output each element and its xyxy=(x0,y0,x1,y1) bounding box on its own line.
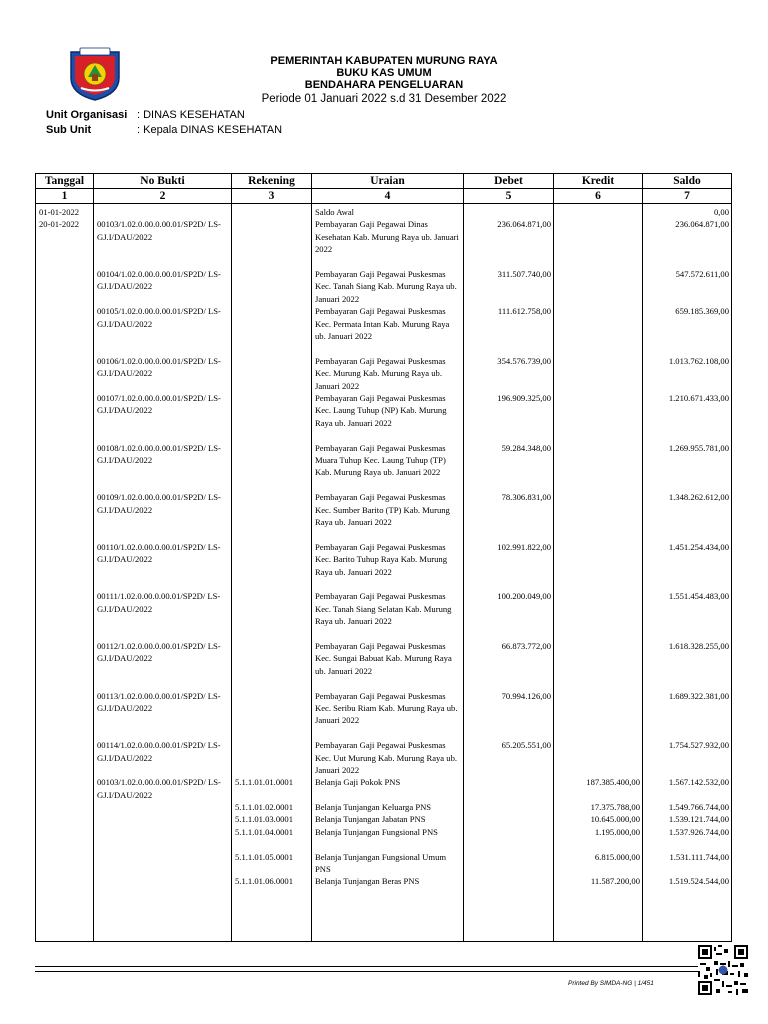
col-number: 1 xyxy=(36,189,94,204)
rekening-cell xyxy=(235,739,309,776)
no-bukti-cell xyxy=(97,826,229,851)
saldo-cell: 1.269.955.781,00 xyxy=(668,442,729,453)
tanggal-cell xyxy=(39,776,91,801)
col-header-rekening: Rekening xyxy=(232,174,312,189)
kredit-column xyxy=(554,204,643,942)
debet-cell: 111.612.758,00 xyxy=(497,306,551,317)
no-bukti-cell xyxy=(97,851,229,876)
tanggal-cell xyxy=(39,392,91,442)
tanggal-cell xyxy=(39,541,91,591)
uraian-cell: Pembayaran Gaji Pegawai Puskesmas Kec. Tanah Siang Kab. Murung Raya ub. Januari 2022 xyxy=(315,268,457,304)
no-bukti-cell xyxy=(97,206,229,218)
saldo-cell: 1.348.262.612,00 xyxy=(668,492,729,503)
debet-cell: 66.873.772,00 xyxy=(501,640,551,651)
col-header-no-bukti: No Bukti xyxy=(94,174,232,189)
col-number: 6 xyxy=(554,189,643,204)
uraian-cell: Pembayaran Gaji Pegawai Puskesmas Kec. Barito Tuhup Raya Kab. Murung Raya ub. Januari 2022 xyxy=(315,541,447,577)
no-bukti-cell: 00114/1.02.0.00.0.00.01/SP2D/ LS-GJ.I/DAU/2022 xyxy=(97,740,221,763)
header-line-3: BENDAHARA PENGELUARAN xyxy=(304,79,464,91)
header-line-1: PEMERINTAH KABUPATEN MURUNG RAYA xyxy=(270,55,498,67)
uraian-cell: Pembayaran Gaji Pegawai Puskesmas Kec. Sumber Barito (TP) Kab. Murung Raya ub. Januari 2022 xyxy=(315,492,450,527)
no-bukti-cell xyxy=(97,801,229,813)
saldo-cell: 1.451.254.434,00 xyxy=(668,541,729,552)
saldo-cell: 1.210.671.433,00 xyxy=(668,392,729,403)
rekening-cell xyxy=(235,392,309,442)
rekening-cell xyxy=(235,640,309,690)
saldo-cell: 1.689.322.381,00 xyxy=(668,690,729,701)
uraian-cell: Belanja Tunjangan Beras PNS xyxy=(315,876,420,887)
no-bukti-cell: 00113/1.02.0.00.0.00.01/SP2D/ LS-GJ.I/DAU/2022 xyxy=(97,690,221,713)
debet-cell xyxy=(467,826,551,851)
no-bukti-cell: 00106/1.02.0.00.0.00.01/SP2D/ LS-GJ.I/DAU/2022 xyxy=(97,355,221,379)
uraian-cell: Belanja Gaji Pokok PNS xyxy=(315,777,401,788)
debet-cell: 100.200.049,00 xyxy=(497,591,551,602)
uraian-cell: Pembayaran Gaji Pegawai Puskesmas Kec. Uut Murung Kab. Murung Raya ub. Januari 2022 xyxy=(315,740,458,775)
footer-divider xyxy=(35,971,731,972)
no-bukti-cell: 00112/1.02.0.00.0.00.01/SP2D/ LS-GJ.I/DAU/2022 xyxy=(97,640,221,664)
rekening-cell xyxy=(235,690,309,740)
tanggal-cell xyxy=(39,268,91,305)
unit-organisasi-value: : DINAS KESEHATAN xyxy=(137,109,245,121)
debet-cell: 196.909.325,00 xyxy=(497,392,551,403)
saldo-cell: 1.567.142.532,00 xyxy=(668,777,729,788)
column-number-row xyxy=(36,189,732,204)
unit-organisasi-label: Unit Organisasi xyxy=(46,109,128,121)
tanggal-cell: 01-01-2022 xyxy=(39,207,80,217)
printed-by-text: Printed By SIMDA-NG | 1/451 xyxy=(568,980,654,987)
uraian-cell: Pembayaran Gaji Pegawai Dinas Kesehatan Kab. Murung Raya ub. Januari 2022 xyxy=(315,219,459,255)
kredit-cell: 10.645.000,00 xyxy=(590,814,640,825)
kredit-cell: 1.195.000,00 xyxy=(594,826,640,837)
col-number: 7 xyxy=(643,189,732,204)
kredit-cell: 11.587.200,00 xyxy=(590,876,640,887)
saldo-cell: 1.539.121.744,00 xyxy=(668,814,729,825)
rekening-column xyxy=(232,204,312,942)
kredit-cell xyxy=(557,218,640,268)
rekening-cell: 5.1.1.01.04.0001 xyxy=(235,826,294,837)
no-bukti-cell xyxy=(97,875,229,887)
kredit-cell: 187.385.400,00 xyxy=(586,777,640,788)
uraian-cell: Belanja Tunjangan Fungsional PNS xyxy=(315,826,438,837)
sub-unit-value: : Kepala DINAS KESEHATAN xyxy=(137,124,283,136)
saldo-cell: 659.185.369,00 xyxy=(675,306,729,317)
uraian-cell: Pembayaran Gaji Pegawai Puskesmas Kec. Seribu Riam Kab. Murung Raya ub. Januari 2022 xyxy=(315,690,458,726)
header-line-2: BUKU KAS UMUM xyxy=(336,67,432,79)
tanggal-cell xyxy=(39,355,91,392)
debet-cell: 70.994.126,00 xyxy=(501,690,551,701)
saldo-column xyxy=(643,204,732,942)
debet-cell: 78.306.831,00 xyxy=(501,492,551,503)
table-bottom-border xyxy=(36,942,732,943)
kredit-cell xyxy=(557,392,640,442)
col-header-kredit: Kredit xyxy=(554,174,643,189)
uraian-cell: Belanja Tunjangan Keluarga PNS xyxy=(315,802,432,813)
no-bukti-cell: 00103/1.02.0.00.0.00.01/SP2D/ LS-GJ.I/DAU/2022 xyxy=(97,777,221,800)
rekening-cell xyxy=(235,442,309,492)
rekening-cell xyxy=(235,541,309,591)
uraian-cell: Pembayaran Gaji Pegawai Puskesmas Kec. Permata Intan Kab. Murung Raya ub. Januari 2022 xyxy=(315,306,450,341)
kredit-cell xyxy=(557,590,640,640)
rekening-cell: 5.1.1.01.01.0001 xyxy=(235,777,294,788)
tanggal-cell xyxy=(39,491,91,541)
uraian-cell: Pembayaran Gaji Pegawai Puskesmas Muara Tuhup Kec. Laung Tuhup (TP) Kab. Murung Raya ub. Januari 2022 xyxy=(315,442,446,478)
debet-cell xyxy=(467,813,551,825)
uraian-cell: Pembayaran Gaji Pegawai Puskesmas Kec. Laung Tuhup (NP) Kab. Murung Raya ub. Januari 2022 xyxy=(315,392,447,428)
col-header-saldo: Saldo xyxy=(643,174,732,189)
kredit-cell xyxy=(557,541,640,591)
debet-cell xyxy=(467,851,551,876)
rekening-cell: 5.1.1.01.02.0001 xyxy=(235,802,294,813)
tanggal-cell xyxy=(39,851,91,876)
debet-cell xyxy=(467,875,551,887)
tanggal-cell: 20-01-2022 xyxy=(39,219,80,230)
saldo-cell: 1.519.524.544,00 xyxy=(668,876,729,887)
period-text: Periode 01 Januari 2022 s.d 31 Desember 2022 xyxy=(261,93,507,105)
debet-cell: 311.507.740,00 xyxy=(497,268,551,279)
debet-cell: 102.991.822,00 xyxy=(497,541,551,552)
kredit-cell xyxy=(557,690,640,740)
saldo-cell: 547.572.611,00 xyxy=(675,268,729,279)
col-header-uraian: Uraian xyxy=(312,174,464,189)
kredit-cell xyxy=(557,491,640,541)
tanggal-column xyxy=(36,204,94,942)
saldo-cell: 236.064.871,00 xyxy=(675,219,729,230)
tanggal-cell xyxy=(39,442,91,492)
uraian-cell: Pembayaran Gaji Pegawai Puskesmas Kec. Sungai Babuat Kab. Murung Raya ub. Januari 2022 xyxy=(315,640,452,676)
debet-cell: 59.284.348,00 xyxy=(501,442,551,453)
no-bukti-cell: 00108/1.02.0.00.0.00.01/SP2D/ LS-GJ.I/DAU/2022 xyxy=(97,442,221,465)
qr-code-icon xyxy=(698,945,748,995)
debet-column xyxy=(464,204,554,942)
saldo-cell: 1.549.766.744,00 xyxy=(668,802,729,813)
uraian-cell: Belanja Tunjangan Jabatan PNS xyxy=(315,814,426,825)
kredit-cell xyxy=(557,442,640,492)
col-number: 4 xyxy=(312,189,464,204)
kredit-cell: 17.375.788,00 xyxy=(590,802,640,813)
no-bukti-cell: 00107/1.02.0.00.0.00.01/SP2D/ LS-GJ.I/DAU/2022 xyxy=(97,392,221,416)
rekening-cell xyxy=(235,355,309,392)
rekening-cell xyxy=(235,206,309,218)
no-bukti-cell: 00103/1.02.0.00.0.00.01/SP2D/ LS-GJ.I/DAU/2022 xyxy=(97,219,221,242)
rekening-cell: 5.1.1.01.03.0001 xyxy=(235,814,294,825)
no-bukti-column xyxy=(94,204,232,942)
saldo-cell: 1.754.527.932,00 xyxy=(668,740,729,751)
kredit-cell xyxy=(557,640,640,690)
tanggal-cell xyxy=(39,590,91,640)
tanggal-cell xyxy=(39,640,91,690)
rekening-cell xyxy=(235,305,309,355)
no-bukti-cell: 00109/1.02.0.00.0.00.01/SP2D/ LS-GJ.I/DAU/2022 xyxy=(97,492,221,515)
footer-divider xyxy=(35,966,731,967)
tanggal-cell xyxy=(39,801,91,813)
uraian-cell: Pembayaran Gaji Pegawai Puskesmas Kec. Murung Kab. Murung Raya ub. Januari 2022 xyxy=(315,355,446,391)
col-number: 3 xyxy=(232,189,312,204)
saldo-cell: 1.531.111.744,00 xyxy=(669,851,729,862)
rekening-cell: 5.1.1.01.06.0001 xyxy=(235,876,294,887)
col-header-tanggal: Tanggal xyxy=(36,174,94,189)
debet-cell: 354.576.739,00 xyxy=(497,355,551,366)
uraian-column xyxy=(312,204,464,942)
header-row xyxy=(36,174,732,189)
tanggal-cell xyxy=(39,813,91,825)
no-bukti-cell: 00110/1.02.0.00.0.00.01/SP2D/ LS-GJ.I/DAU/2022 xyxy=(97,541,221,565)
rekening-cell xyxy=(235,218,309,268)
kredit-cell: 6.815.000,00 xyxy=(594,851,640,862)
debet-cell xyxy=(467,801,551,813)
kredit-cell xyxy=(557,268,640,305)
saldo-cell: 1.551.454.483,00 xyxy=(668,591,729,602)
no-bukti-cell: 00104/1.02.0.00.0.00.01/SP2D/ LS-GJ.I/DAU/2022 xyxy=(97,268,221,292)
rekening-cell xyxy=(235,590,309,640)
rekening-cell xyxy=(235,268,309,305)
kredit-cell xyxy=(557,739,640,776)
kredit-cell xyxy=(557,355,640,392)
col-number: 5 xyxy=(464,189,554,204)
kredit-cell xyxy=(557,305,640,355)
tanggal-cell xyxy=(39,690,91,740)
kredit-cell xyxy=(557,206,640,218)
buku-kas-umum-table xyxy=(35,173,732,942)
tanggal-cell xyxy=(39,305,91,355)
debet-cell: 65.205.551,00 xyxy=(501,740,551,751)
no-bukti-cell: 00111/1.02.0.00.0.00.01/SP2D/ LS-GJ.I/DAU/2022 xyxy=(97,591,221,614)
saldo-cell: 1.537.926.744,00 xyxy=(668,826,729,837)
tanggal-cell xyxy=(39,739,91,776)
uraian-cell: Saldo Awal xyxy=(315,207,355,217)
rekening-cell xyxy=(235,491,309,541)
debet-cell xyxy=(467,776,551,801)
sub-unit-label: Sub Unit xyxy=(46,124,92,136)
saldo-cell: 1.618.328.255,00 xyxy=(668,640,729,651)
document-header xyxy=(0,55,768,107)
uraian-cell: Belanja Tunjangan Fungsional Umum PNS xyxy=(315,851,447,875)
no-bukti-cell: 00105/1.02.0.00.0.00.01/SP2D/ LS-GJ.I/DAU/2022 xyxy=(97,306,221,329)
saldo-cell: 0,00 xyxy=(713,207,729,217)
saldo-cell: 1.013.762.108,00 xyxy=(668,355,729,366)
table-body-row xyxy=(36,204,732,942)
debet-cell xyxy=(467,206,551,218)
tanggal-cell xyxy=(39,826,91,851)
uraian-cell: Pembayaran Gaji Pegawai Puskesmas Kec. Tanah Siang Selatan Kab. Murung Raya ub. Januari 2022 xyxy=(315,591,452,627)
debet-cell: 236.064.871,00 xyxy=(497,219,551,230)
rekening-cell: 5.1.1.01.05.0001 xyxy=(235,851,294,862)
col-number: 2 xyxy=(94,189,232,204)
no-bukti-cell xyxy=(97,813,229,825)
col-header-debet: Debet xyxy=(464,174,554,189)
tanggal-cell xyxy=(39,875,91,887)
